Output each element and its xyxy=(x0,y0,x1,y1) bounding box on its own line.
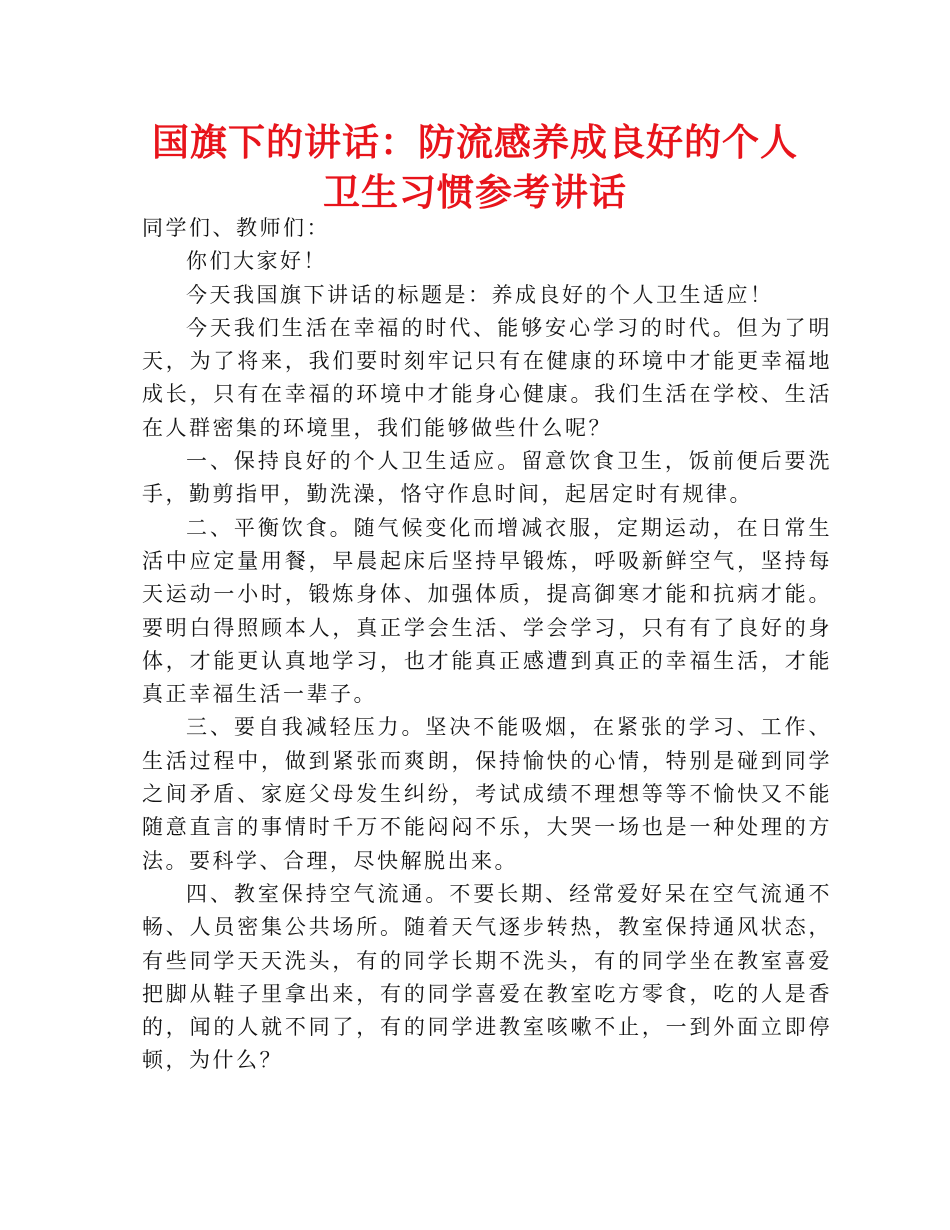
paragraph-topic: 今天我国旗下讲话的标题是：养成良好的个人卫生适应！ xyxy=(186,282,774,307)
paragraph-point-four: 四、教室保持空气流通。不要长期、经常爱好呆在空气流通不畅、人员密集公共场所。随着天气逐步转热，教室保持通风状态，有些同学天天洗头，有的同学长期不洗头，有的同学坐在教室喜爱把脚从鞋子里拿出来，有的同学喜爱在教室吃方零食，吃的人是香的，闻的人就不同了，有的同学进教室咳嗽不止，一到外面立即停顿，为什么？ xyxy=(142,881,832,1073)
paragraph-intro: 今天我们生活在幸福的时代、能够安心学习的时代。但为了明天，为了将来，我们要时刻牢记只有在健康的环境中才能更幸福地成长，只有在幸福的环境中才能身心健康。我们生活在学校、生活在人群密集的环境里，我们能够做些什么呢？ xyxy=(142,315,832,440)
paragraph-point-one: 一、保持良好的个人卫生适应。留意饮食卫生，饭前便后要洗手，勤剪指甲，勤洗澡，恪守作息时间，起居定时有规律。 xyxy=(142,449,832,507)
paragraph-point-three: 三、要自我减轻压力。坚决不能吸烟，在紧张的学习、工作、生活过程中，做到紧张而爽朗，保持愉快的心情，特别是碰到同学之间矛盾、家庭父母发生纠纷，考试成绩不理想等等不愉快又不能随意直言的事情时千万不能闷闷不乐，大哭一场也是一种处理的方法。要科学、合理，尽快解脱出来。 xyxy=(142,715,832,873)
document-body xyxy=(142,212,832,1078)
document-title: 国旗下的讲话：防流感养成良好的个人卫生习惯参考讲话 xyxy=(152,121,798,214)
salutation: 同学们、教师们： xyxy=(142,216,330,240)
paragraph-point-two: 二、平衡饮食。随气候变化而增减衣服，定期运动，在日常生活中应定量用餐，早晨起床后坚持早锻炼，呼吸新鲜空气，坚持每天运动一小时，锻炼身体、加强体质，提高御寒才能和抗病才能。要明白得照顾本人，真正学会生活、学会学习，只有有了良好的身体，才能更认真地学习，也才能真正感遭到真正的幸福生活，才能真正幸福生活一辈子。 xyxy=(142,515,832,707)
paragraph-greeting: 你们大家好！ xyxy=(186,249,327,274)
